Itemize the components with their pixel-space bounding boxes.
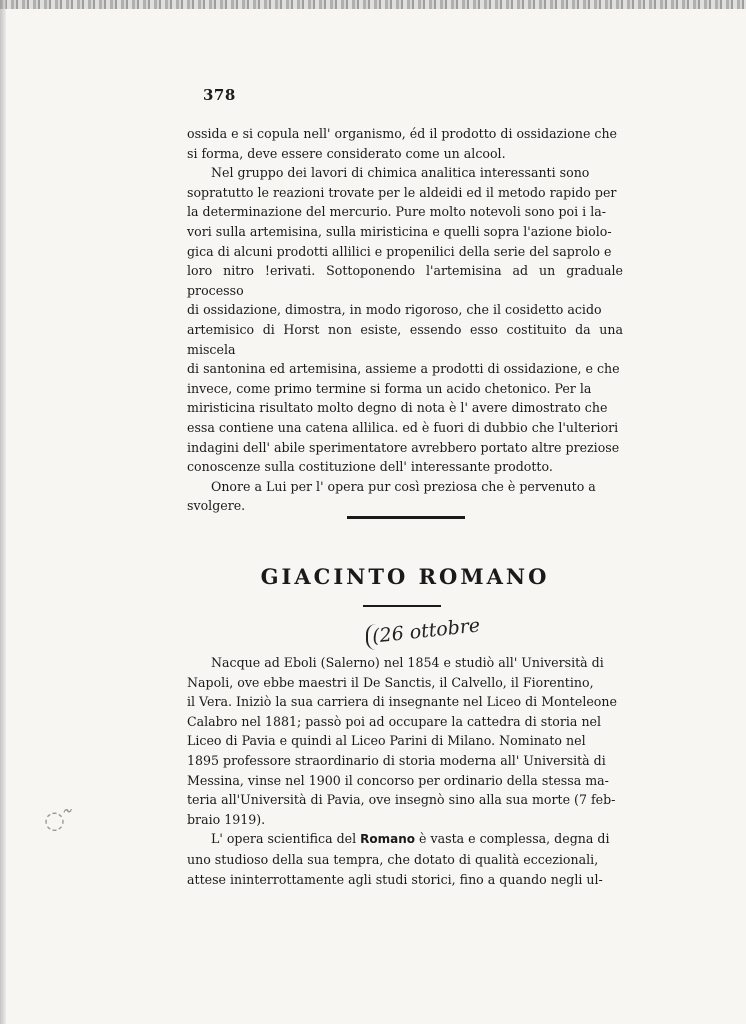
body-text-before [187,124,623,516]
section-divider-bottom [363,605,441,607]
margin-pencil-mark: ◌ ̃ [44,806,73,834]
scan-edge-left [0,0,6,1024]
body-text-after [187,653,623,889]
paragraph: Nel gruppo dei lavori di chimica analitica interessanti sono sopratutto le reazioni trovate per le aldeidi ed il metodo rapido per la determinazione del mercurio. Pure molto notevoli sono poi i la- vori sulla artemisina, sulla miristicina e quelli sopra l'azione biolo- gica di alcuni prodotti allilici e propenilici della serie del saprolo e loro nitro !erivati. Sottoponendo l'artemisina ad un graduale processo di ossidazione, dimostra, in modo rigoroso, che il cosidetto acido artemisico di Horst non esiste, essendo esso costituito da una miscela di santonina ed artemisina, assieme a prodotti di ossidazione, e che invece, come primo termine si forma un acido chetonico. Per la miristicina risultato molto degno di nota è l' avere dimostrato che essa contiene una catena allilica. ed è fuori di dubbio che l'ulteriori indagini dell' abile sperimentatore avrebbero portato altre preziose conoscenze sulla costituzione dell' interessante prodotto. [187,165,623,475]
section-divider-top [347,516,465,519]
paragraph: L' opera scientifica del Romano è vasta e complessa, degna di uno studioso della sua tempra, che dotato di qualità eccezionali, attese ininterrottamente agli studi storici, fino a quando negli ul- [187,831,610,887]
page-number: 378 [203,86,236,104]
emphasized-name: Romano [360,832,416,847]
paragraph: Onore a Lui per l' opera pur così preziosa che è pervenuto a svolgere. [187,478,596,514]
paragraph: Nacque ad Eboli (Salerno) nel 1854 e studiò all' Università di Napoli, ove ebbe maestri il De Sanctis, il Calvello, il Fiorentino, il Vera. Iniziò la sua carriera di insegnante nel Liceo di Monteleone Calabro nel 1881; passò poi ad occupare la cattedra di storia nel Liceo di Pavia e quindi al Liceo Parini di Milano. Nominato nel 1895 professore straordinario di storia moderna all' Università di Messina, vinse nel 1900 il concorso per ordinario della stessa ma- teria all'Università di Pavia, ove insegnò sino alla sua morte (7 feb- braio 1919). [187,655,617,827]
paragraph: ossida e si copula nell' organismo, éd il prodotto di ossidazione che si forma, deve essere considerato come un alcool. [187,126,618,161]
handwritten-annotation: (26 ottobre [371,614,482,648]
section-title: GIACINTO ROMANO [260,564,550,589]
scan-edge-top [0,0,746,9]
